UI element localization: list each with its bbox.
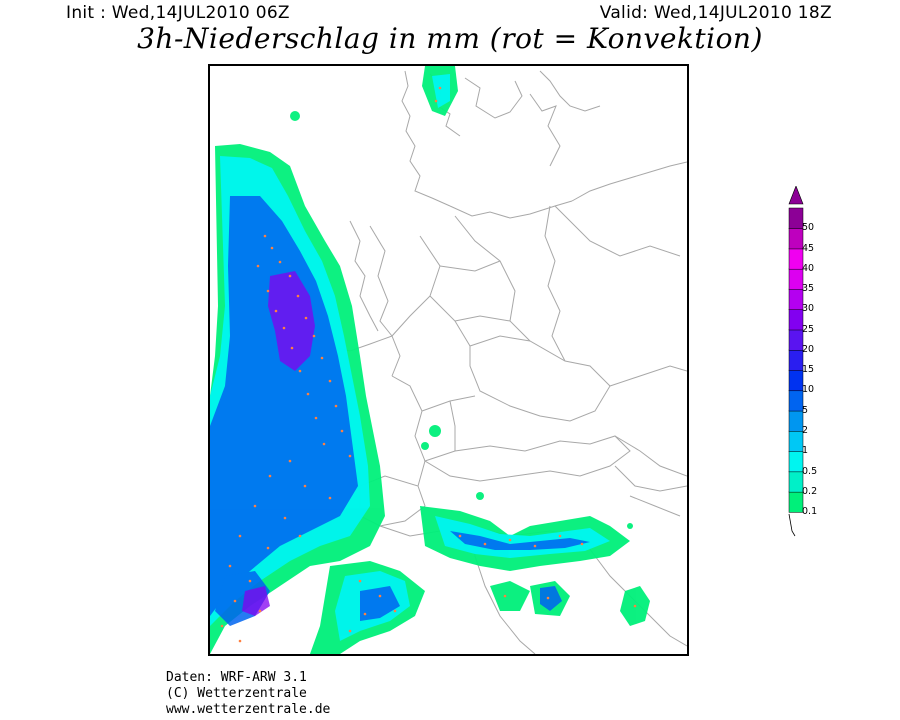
legend-swatch <box>789 350 803 371</box>
legend-level-label: 15 <box>802 364 815 376</box>
legend-swatch <box>789 492 803 513</box>
legend-swatch <box>789 289 803 310</box>
legend-level-label: 0.1 <box>802 506 818 517</box>
website: www.wetterzentrale.de <box>166 702 331 717</box>
legend-level-label: 30 <box>802 303 815 315</box>
legend-level-label: 35 <box>802 283 815 295</box>
legend-swatch <box>789 411 803 432</box>
legend-level-label: 1 <box>802 445 809 457</box>
credits <box>166 670 330 718</box>
legend-swatch <box>789 471 803 492</box>
legend-level-label: 45 <box>802 242 815 254</box>
legend-level-label: 20 <box>802 343 815 355</box>
data-source: Daten: WRF-ARW 3.1 <box>166 670 307 685</box>
legend-level-label: 0.5 <box>802 465 818 477</box>
legend-swatch <box>789 269 803 290</box>
legend-swatch <box>789 208 803 229</box>
precip-legend <box>786 186 846 538</box>
legend-tail <box>789 514 795 536</box>
legend-swatch <box>789 431 803 452</box>
legend-swatch <box>789 330 803 351</box>
legend-swatch <box>789 249 803 270</box>
valid-time: Valid: Wed,14JUL2010 18Z <box>599 3 832 23</box>
init-time: Init : Wed,14JUL2010 06Z <box>66 3 290 23</box>
legend-level-label: 10 <box>802 384 815 396</box>
copyright: (C) Wetterzentrale <box>166 686 307 701</box>
precipitation-map <box>208 64 689 656</box>
legend-arrow-top <box>789 186 803 204</box>
legend-color-bar <box>789 208 803 512</box>
legend-level-label: 40 <box>802 262 815 274</box>
legend-swatch <box>789 370 803 391</box>
legend-level-label: 5 <box>802 404 809 416</box>
legend-swatch <box>789 309 803 330</box>
legend-level-label: 2 <box>802 424 809 436</box>
legend-swatch <box>789 228 803 249</box>
legend-level-label: 0.2 <box>802 485 818 497</box>
legend-swatch <box>789 451 803 472</box>
legend-level-label: 25 <box>802 323 815 335</box>
map-title: 3h-Niederschlag in mm (rot = Konvektion) <box>137 22 763 55</box>
legend-level-label: 50 <box>802 222 815 234</box>
legend-swatch <box>789 390 803 411</box>
